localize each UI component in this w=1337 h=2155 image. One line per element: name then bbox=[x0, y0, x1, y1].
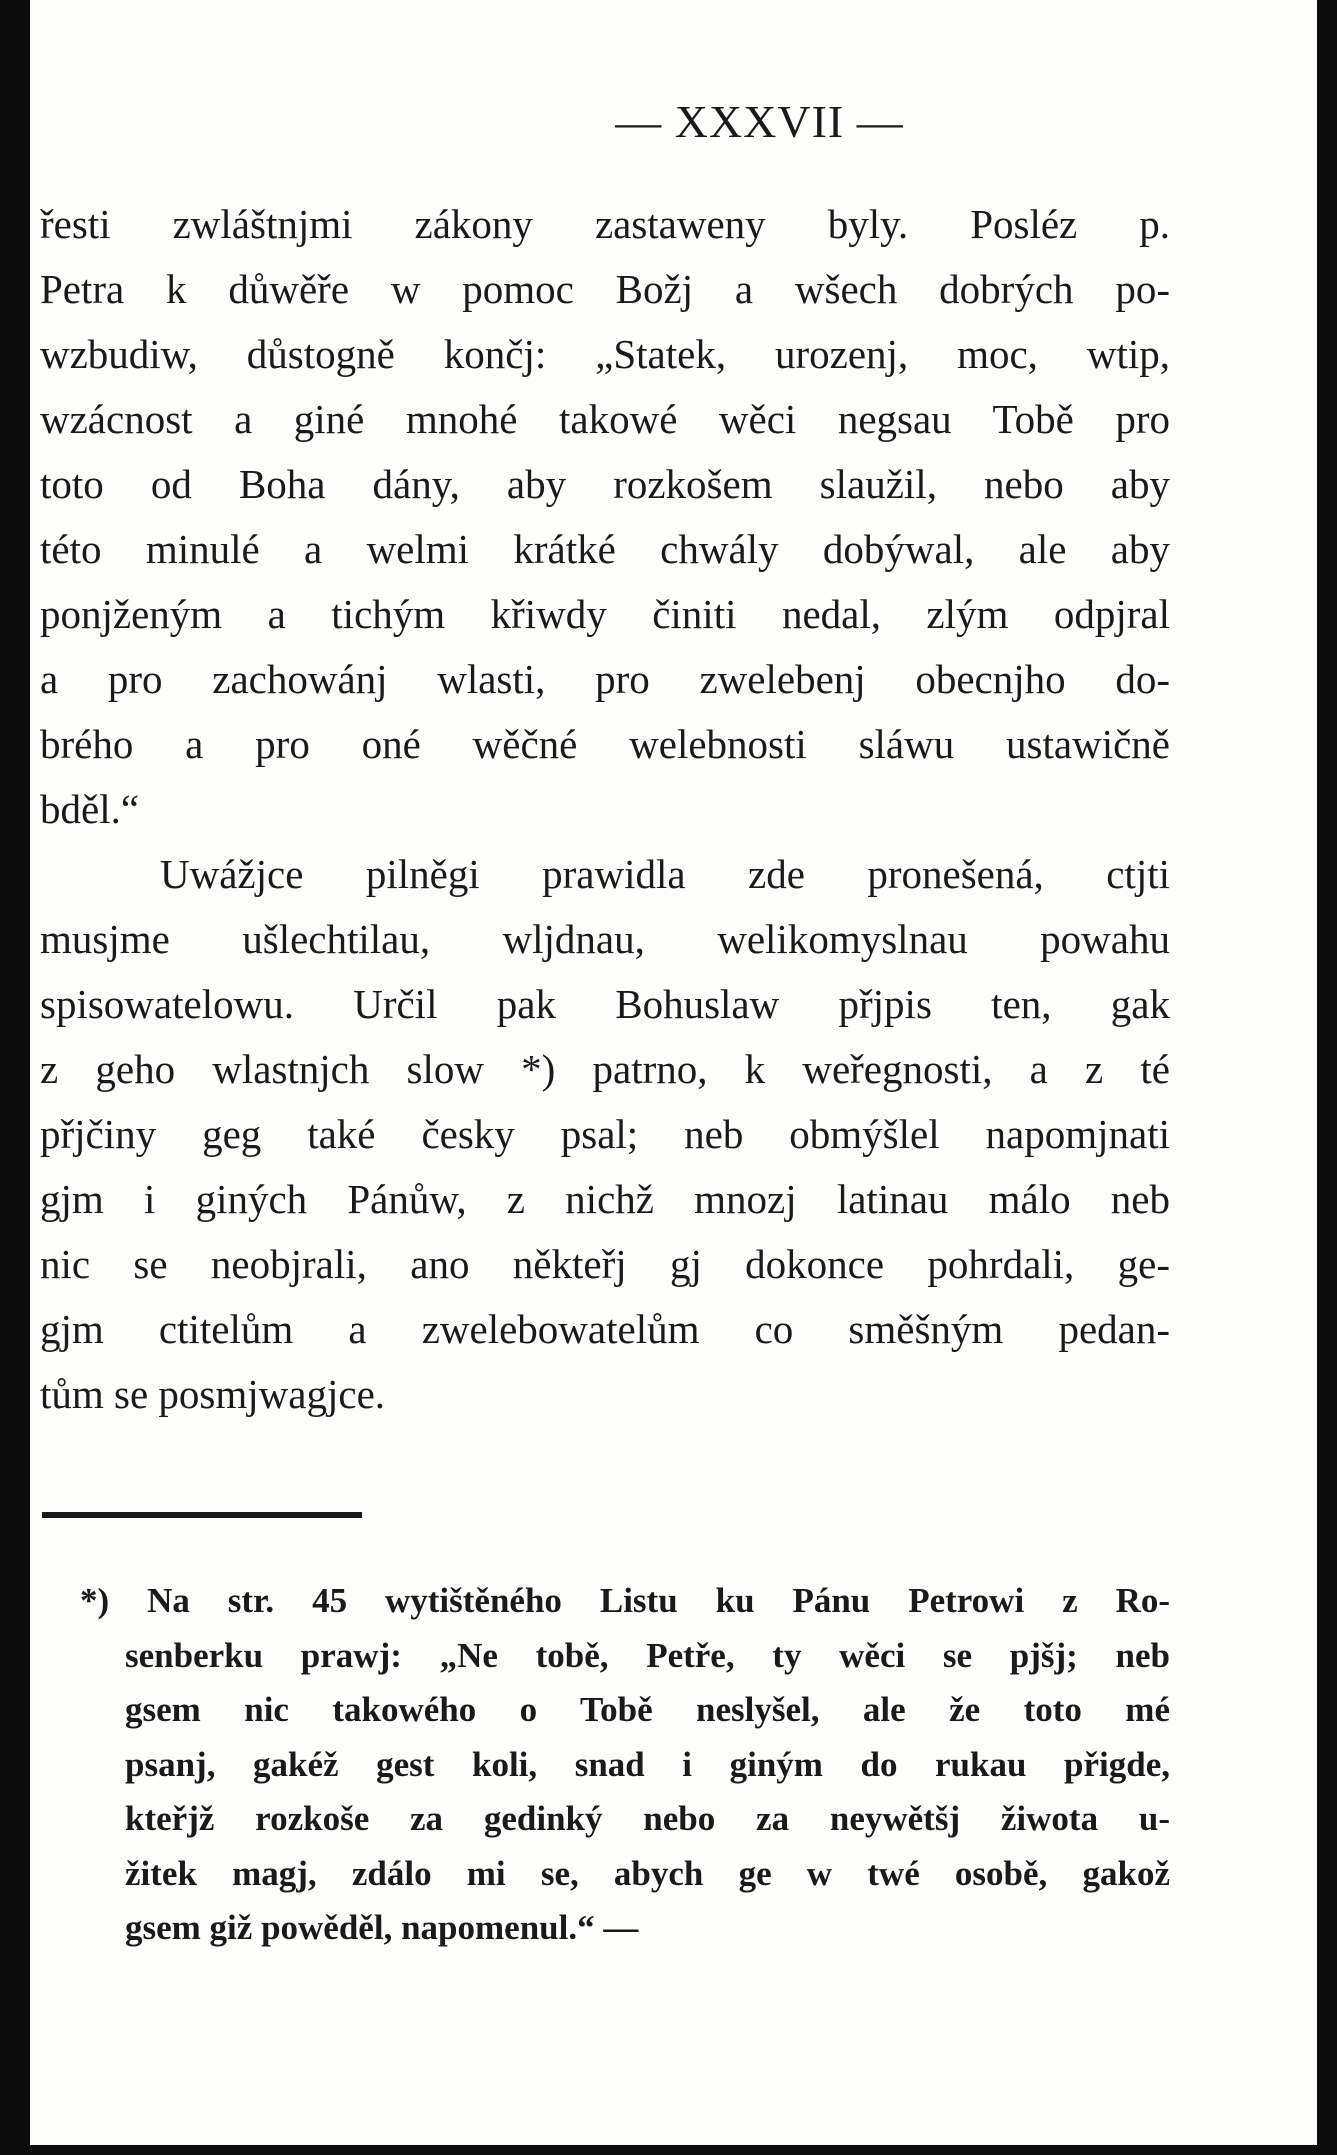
text-line: ponjženým a tichým křiwdy činiti nedal, zlým odpjral bbox=[40, 591, 1170, 637]
text-line: této minulé a welmi krátké chwály dobýwal, ale aby bbox=[40, 526, 1170, 572]
text-line: musjme ušlechtilau, wljdnau, welikomyslnau powahu bbox=[40, 916, 1170, 962]
footnote-divider bbox=[42, 1512, 362, 1518]
text-line: gjm i giných Pánůw, z nichž mnozj latinau málo neb bbox=[40, 1176, 1170, 1222]
footnote-line: gsem giž powěděl, napomenul.“ — bbox=[125, 1908, 639, 1947]
text-line: wzácnost a giné mnohé takowé wěci negsau Tobě pro bbox=[40, 396, 1170, 442]
page-number: — XXXVII — bbox=[615, 96, 904, 147]
text-line: spisowatelowu. Určil pak Bohuslaw přjpis ten, gak bbox=[40, 981, 1170, 1027]
text-line: toto od Boha dány, aby rozkošem slaužil, nebo aby bbox=[40, 461, 1170, 507]
main-text bbox=[40, 192, 1170, 1427]
footnote-line: psanj, gakéž gest koli, snad i giným do rukau přigde, bbox=[125, 1744, 1170, 1784]
text-line: a pro zachowánj wlasti, pro zwelebenj obecnjho do- bbox=[40, 656, 1170, 702]
paragraph-start-line: Uwážjce pilněgi prawidla zde pronešená, ctjti bbox=[160, 851, 1170, 897]
footnote-line: kteřjž rozkoše za gedinký nebo za neywětšj žiwota u- bbox=[125, 1799, 1170, 1838]
text-line: Petra k důwěře w pomoc Božj a wšech dobrých po- bbox=[40, 266, 1170, 312]
footnote-line: žitek magj, zdálo mi se, abych ge w twé osobě, gakož bbox=[125, 1853, 1170, 1893]
text-line: z geho wlastnjch slow *) patrno, k weřegnosti, a z té bbox=[40, 1046, 1170, 1092]
text-line: tům se posmjwagjce. bbox=[40, 1371, 386, 1417]
text-line: brého a pro oné wěčné welebnosti sláwu ustawičně bbox=[40, 721, 1170, 767]
scan-border-left bbox=[0, 0, 30, 2155]
text-line: gjm ctitelům a zwelebowatelům co směšným pedan- bbox=[40, 1306, 1170, 1352]
text-line: wzbudiw, důstogně končj: „Statek, urozenj, moc, wtip, bbox=[40, 331, 1170, 377]
text-line: bděl.“ bbox=[40, 786, 140, 832]
footnote-line: senberku prawj: „Ne tobě, Petře, ty wěci se pjšj; neb bbox=[125, 1635, 1170, 1675]
footnote-line: gsem nic takowého o Tobě neslyšel, ale že toto mé bbox=[125, 1690, 1170, 1729]
book-page bbox=[30, 0, 1317, 2145]
footnote-line: *) Na str. 45 wytištěného Listu ku Pánu Petrowi z Ro- bbox=[80, 1581, 1170, 1620]
scan-border-right bbox=[1317, 0, 1337, 2155]
text-line: řesti zwláštnjmi zákony zastaweny byly. Posléz p. bbox=[40, 201, 1170, 247]
text-line: přjčiny geg také česky psal; neb obmýšlel napomjnati bbox=[40, 1111, 1170, 1157]
scan-border-bottom bbox=[0, 2145, 1337, 2155]
footnote bbox=[80, 1574, 1170, 1956]
text-line: nic se neobjrali, ano někteřj gj dokonce pohrdali, ge- bbox=[40, 1241, 1170, 1287]
